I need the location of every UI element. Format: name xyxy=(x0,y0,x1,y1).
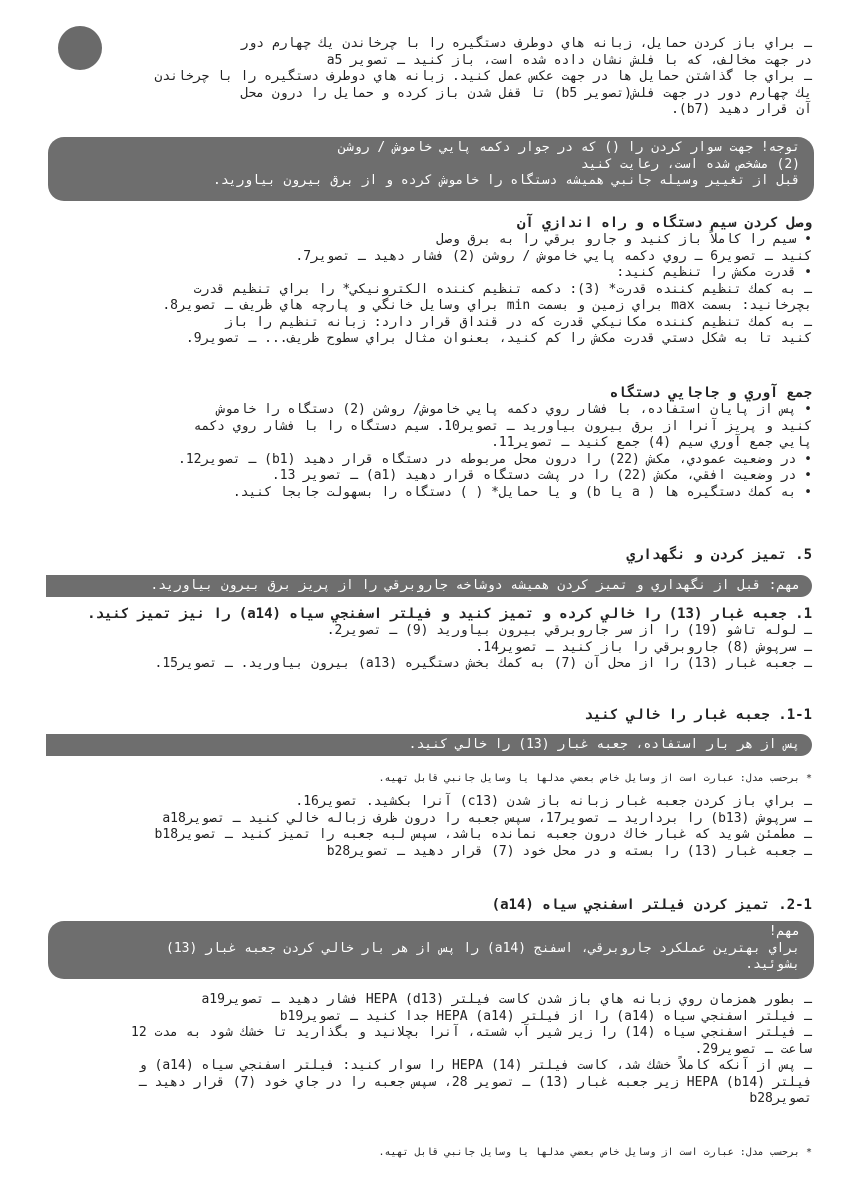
body-line: ـ لوله تاشو (19) را از سر جاروبرقي بيرون بياوريد (9) ـ تصوير2. xyxy=(326,623,812,638)
body-line: ـ جعبه غبار (13) را بسته و در محل خود (7) قرار دهيد ـ تصويرb28 xyxy=(326,843,812,859)
filter-section xyxy=(56,992,812,1108)
section-heading: 1-1. جعبه غبار را خالي كنيد xyxy=(584,707,812,723)
filter-footnote-block xyxy=(56,1146,812,1160)
body-line: كنيد ـ تصوير6 ـ روي دكمه پايي خاموش / روشن (2) فشار دهيد ـ تصوير7. xyxy=(295,248,812,264)
body-line: ـ فيلتر اسفنجي سياه (14) را زير شير آب شسته، آنرا بچلانيد و بگذاريد تا خشك شود به مدت 12 xyxy=(131,1025,812,1040)
body-line: • در وضعيت عمودي، مكش (22) را درون محل مربوطه در دستگاه قرار دهيد (b1) ـ تصوير12. xyxy=(178,451,812,467)
body-line: ـ سرپوش (8) جاروبرقي را باز كنيد ـ تصوير14. xyxy=(475,639,812,655)
body-line: ساعت ـ تصوير29. xyxy=(694,1041,812,1057)
clean-section-heading xyxy=(56,546,812,564)
body-line: ـ مطمئن شويد كه غبار خاك درون جعبه نمانده باشد، سپس لبه جعبه را تميز كنيد ـ تصويرb18 xyxy=(154,827,812,842)
important-bar xyxy=(46,575,812,597)
intro-line: ـ براي جا گذاشتن حمايل ها در جهت عكس عمل كنيد. زبانه هاي دوطرف دستگيره را با چرخاندن xyxy=(154,69,812,84)
notice-line: توجه! جهت سوار كردن را () كه در جوار دكمه پايي خاموش / روشن xyxy=(338,140,800,155)
important-line: براي بهترين عملكرد جاروبرقي، اسفنج (a14) را پس از هر بار خالي كردن جعبه غبار (13) xyxy=(166,940,800,956)
body-line: پايي جمع آوري سيم (4) جمع كنيد ـ تصوير11. xyxy=(491,435,812,450)
body-line: • به كمك دستگيره ها ( a يا b) و يا حمايل* ( ) دستگاه را بسهولت جابجا كنيد. xyxy=(232,484,812,500)
section-heading: 5. تميز كردن و نگهداري xyxy=(626,547,812,563)
after-use-bar xyxy=(46,734,812,756)
empty-section xyxy=(56,772,812,860)
corner-dot-marker xyxy=(58,26,102,70)
intro-section-continued xyxy=(56,69,812,119)
body-line: كنيد تا به شكل دستي قدرت مكش را كم كنيد، بعنوان مثال براي سطوح ظريف... ـ تصوير9. xyxy=(185,331,812,346)
empty-section-heading xyxy=(56,706,812,724)
body-line: فيلتر HEPA (b14) زير جعبه غبار (13) ـ تصوير 28، سپس جعبه را در جاي خود (7) قرار دهيد ـ xyxy=(138,1074,812,1090)
clean-section xyxy=(56,605,812,673)
subsection-heading: 1. جعبه غبار (13) را خالي كرده و تميز كنيد و فيلتر اسفنجي سياه (a14) را نيز تميز كنيد. xyxy=(87,606,812,622)
body-line: ـ بطور همزمان روي زبانه هاي باز شدن كاست فيلتر HEPA (d13) فشار دهيد ـ تصويرa19 xyxy=(201,992,812,1007)
section-heading: جمع آوري و جاجايي دستگاه xyxy=(609,385,812,401)
body-line: ـ به كمك تنظيم كننده مكانيكي قدرت كه در قنداق قرار دارد: زبانه تنظيم را باز xyxy=(225,314,812,330)
body-line: • سيم را كاملاً باز كنيد و جارو برقي را به برق وصل xyxy=(436,232,812,247)
section-heading: 2-1. تميز كردن فيلتر اسفنجي سياه (a14) xyxy=(491,897,812,913)
body-line: ـ براي باز كردن جعبه غبار زبانه باز شدن (c13) آنرا بكشيد. تصوير16. xyxy=(295,794,812,809)
body-line: ـ به كمك تنظيم كننده قدرت* (3): دكمه تنظيم كننده الكترونيكي* را براي تنظيم قدرت xyxy=(193,281,812,297)
intro-line: يك چهارم دور در جهت فلش(تصوير b5) تا قفل شدن باز كرده و حمايل را درون محل xyxy=(240,85,812,101)
important-line: بشوئيد. xyxy=(745,957,800,972)
body-line: ـ فيلتر اسفنجي سياه (a14) را از فيلتر HEPA (a14) جدا كنيد ـ تصويرb19 xyxy=(279,1008,812,1024)
body-line: ـ پس از آنكه كاملاً خشك شد، كاست فيلتر HEPA (14) را سوار كنيد: فيلتر اسفنجي سياه (a14) و xyxy=(138,1058,812,1073)
footnote: * برحسب مدل: عبارت است از وسايل خاص بعضي مدلها يا وسايل جانبي قابل تهيه. xyxy=(378,1147,812,1158)
body-line: • در وضعيت افقي، مكش (22) را در پشت دستگاه قرار دهيد (a1) ـ تصوير 13. xyxy=(271,468,812,483)
after-use-text: پس از هر بار استفاده، جعبه غبار (13) را خالي كنيد. xyxy=(408,737,800,752)
intro-line: در جهت مخالف، كه با فلش نشان داده شده است، باز كنيد ـ تصوير a5 xyxy=(326,52,812,68)
body-line: ـ جعبه غبار (13) را از محل آن (7) به كمك بخش دستگيره (a13) بيرون بياوريد. ـ تصوير15. xyxy=(154,656,812,671)
important-box xyxy=(48,921,814,979)
body-line: • پس از پايان استفاده، با فشار روي دكمه پايي خاموش/ روشن (2) دستگاه را خاموش xyxy=(217,402,812,417)
storage-section xyxy=(56,384,812,501)
connect-section xyxy=(56,214,812,348)
body-line: تصويرb28 xyxy=(749,1091,812,1106)
body-line: ـ سرپوش (b13) را برداريد ـ تصوير17، سپس جعبه را درون ظرف زباله خالي كنيد ـ تصويرa18 xyxy=(162,810,812,826)
important-line: مهم! xyxy=(768,924,800,939)
intro-line: ـ براي باز كردن حمايل، زبانه هاي دوطرف دستگيره را با چرخاندن يك چهارم دور xyxy=(240,36,812,51)
notice-line: قبل از تغيير وسيله جانبي هميشه دستگاه را خاموش كرده و از برق بيرون بياوريد. xyxy=(213,173,800,188)
footnote: * برحسب مدل: عبارت است از وسايل خاص بعضي مدلها يا وسايل جانبي قابل تهيه. xyxy=(378,773,812,784)
section-heading: وصل كردن سيم دستگاه و راه اندازي آن xyxy=(516,215,812,231)
body-line: • قدرت مكش را تنظيم كنيد: xyxy=(616,265,812,280)
filter-section-heading xyxy=(56,896,812,914)
notice-line: (2) مشخص شده است، رعايت كنيد xyxy=(580,156,800,172)
important-text: مهم: قبل از نگهداري و تميز كردن هميشه دوشاخه جاروبرقي را از پريز برق بيرون بياوريد. xyxy=(150,578,800,593)
intro-section xyxy=(108,36,812,69)
body-line: كنيد و پريز آنرا از برق بيرون بياوريد ـ تصوير10. سيم دستگاه را با فشار روي دكمه xyxy=(193,418,812,434)
body-line: بچرخانيد: بسمت max براي زمين و بسمت min براي وسايل خانگي و پارچه هاي ظريف ـ تصوير8. xyxy=(162,298,812,313)
notice-box xyxy=(48,137,814,201)
intro-line: آن قرار دهيد (b7). xyxy=(671,102,812,117)
